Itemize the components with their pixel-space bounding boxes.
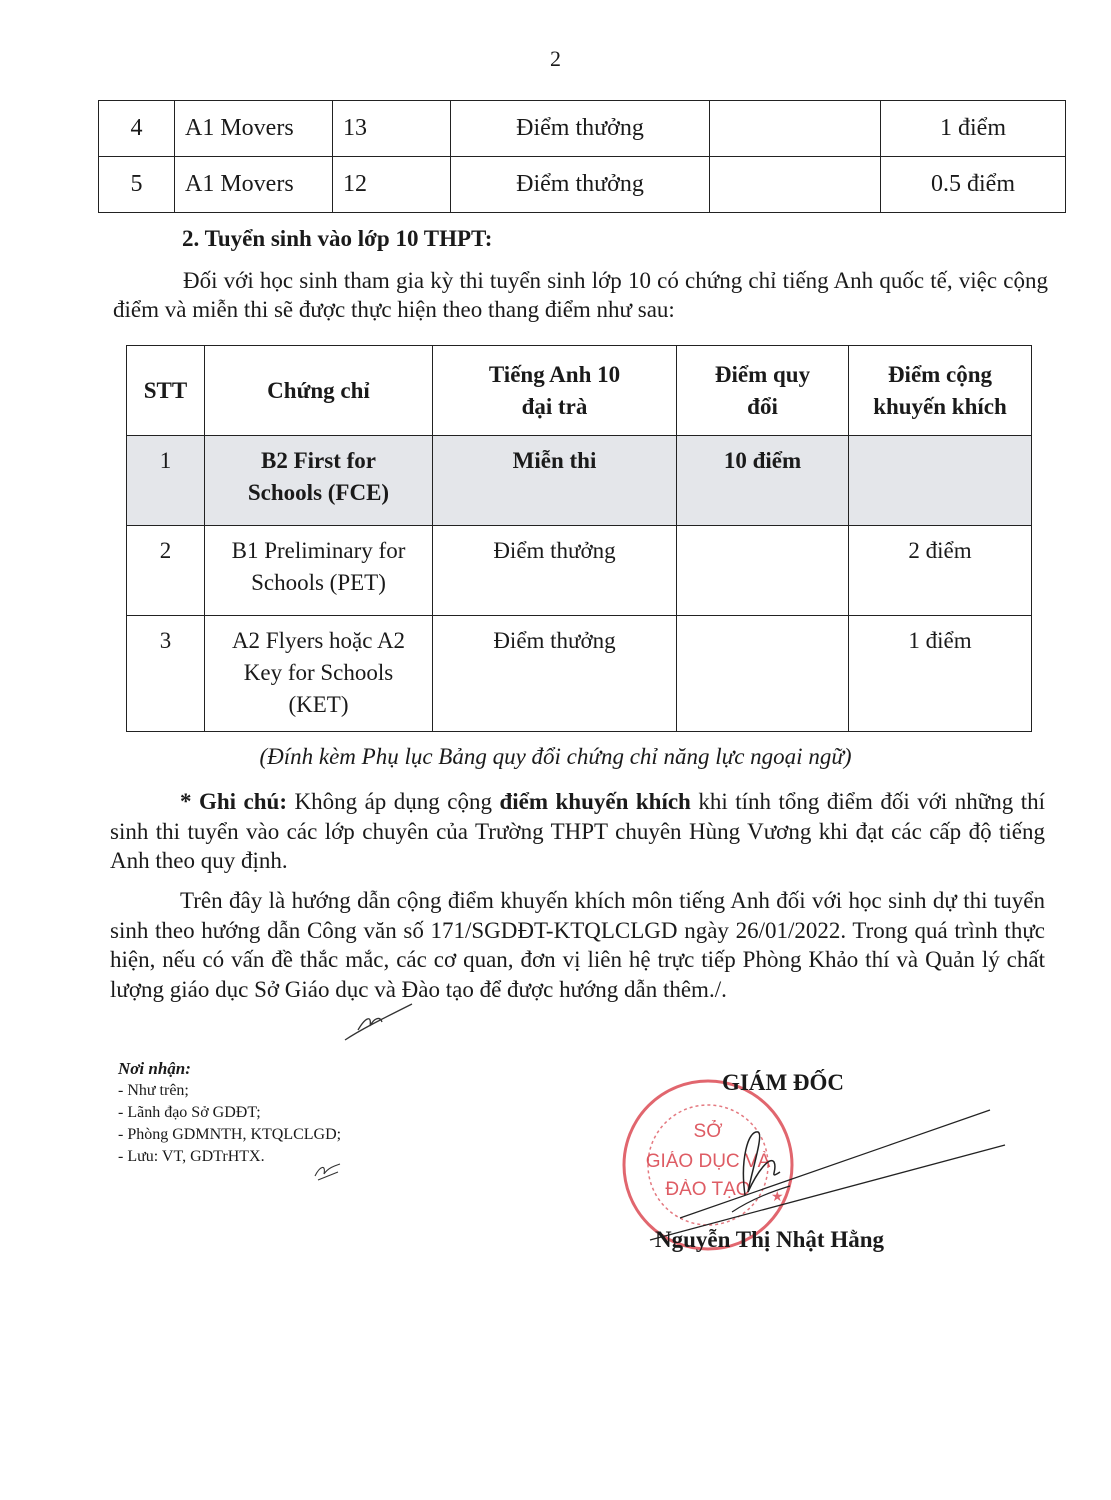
stt-cell: 2 bbox=[127, 526, 205, 616]
bonus-table-continued bbox=[98, 100, 1066, 213]
cert-cell: A1 Movers bbox=[175, 157, 333, 213]
recipients-block bbox=[118, 1058, 341, 1168]
initials-mark bbox=[340, 1000, 420, 1045]
note-text-before: Không áp dụng cộng bbox=[287, 789, 500, 814]
note-emphasis: điểm khuyến khích bbox=[499, 789, 691, 814]
initials-mark bbox=[312, 1160, 344, 1182]
note-text-after: khi tính tổng điểm đối với những thí sinh thi tuyển vào các lớp chuyên của Trường THPT chuyên Hùng Vương khi đạt các cấp độ tiếng Anh theo quy định. bbox=[110, 789, 1045, 873]
converted-cell bbox=[677, 526, 849, 616]
header-english: Tiếng Anh 10 đại trà bbox=[433, 346, 677, 436]
stt-cell: 1 bbox=[127, 436, 205, 526]
table-row bbox=[99, 101, 1066, 157]
recipient-item: - Như trên; bbox=[118, 1082, 189, 1099]
recipient-item: - Lưu: VT, GDTrHTX. bbox=[118, 1148, 265, 1165]
score-cell: 12 bbox=[333, 157, 451, 213]
note-paragraph bbox=[110, 787, 1045, 876]
stt-cell: 4 bbox=[99, 101, 175, 157]
note-label: * Ghi chú: bbox=[180, 789, 287, 814]
score-cell: 13 bbox=[333, 101, 451, 157]
recipient-item: - Lãnh đạo Sở GDĐT; bbox=[118, 1104, 261, 1121]
table-row bbox=[127, 526, 1032, 616]
bonus-cell: 1 điểm bbox=[849, 616, 1032, 732]
recipients-heading: Nơi nhận: bbox=[118, 1059, 191, 1078]
english-cell: Điểm thưởng bbox=[433, 616, 677, 732]
converted-cell: 10 điểm bbox=[677, 436, 849, 526]
cert-cell: B2 First for Schools (FCE) bbox=[205, 436, 433, 526]
header-bonus: Điểm cộng khuyến khích bbox=[849, 346, 1032, 436]
page-number: 2 bbox=[550, 46, 561, 71]
stt-cell: 3 bbox=[127, 616, 205, 732]
closing-paragraph: Trên đây là hướng dẫn cộng điểm khuyến khích môn tiếng Anh đối với học sinh dự thi tuyển sinh theo hướng dẫn Công văn số 171/SGDĐT-KTQLCLGD ngày 26/01/2022. Trong quá trình thực hiện, nếu có vấn đề thắc mắc, các cơ quan, đơn vị liên hệ trực tiếp Phòng Khảo thí và Quản lý chất lượng giáo dục Sở Giáo dục và Đào tạo để được hướng dẫn thêm./. bbox=[110, 888, 1045, 1002]
english-cell: Điểm thưởng bbox=[451, 101, 710, 157]
bonus-cell: 2 điểm bbox=[849, 526, 1032, 616]
seal-line: SỞ bbox=[693, 1121, 723, 1142]
table-row bbox=[127, 616, 1032, 732]
svg-text:★: ★ bbox=[771, 1190, 784, 1205]
recipient-item: - Phòng GDMNTH, KTQLCLGD; bbox=[118, 1126, 342, 1143]
signer-title: GIÁM ĐỐC bbox=[722, 1070, 845, 1095]
attachment-note: (Đính kèm Phụ lục Bảng quy đổi chứng chỉ năng lực ngoại ngữ) bbox=[259, 744, 852, 769]
converted-cell bbox=[677, 616, 849, 732]
header-converted: Điểm quy đổi bbox=[677, 346, 849, 436]
english-cell: Điểm thưởng bbox=[451, 157, 710, 213]
table-row bbox=[99, 157, 1066, 213]
cert-cell: B1 Preliminary for Schools (PET) bbox=[205, 526, 433, 616]
bonus-cell bbox=[849, 436, 1032, 526]
seal-line: ĐÀO TẠO bbox=[665, 1179, 751, 1200]
intro-paragraph: Đối với học sinh tham gia kỳ thi tuyển sinh lớp 10 có chứng chỉ tiếng Anh quốc tế, việc cộng điểm và miễn thi sẽ được thực hiện theo thang điểm như sau: bbox=[113, 268, 1048, 322]
bonus-cell: 1 điểm bbox=[881, 101, 1066, 157]
grade10-bonus-table bbox=[126, 345, 1032, 732]
header-certificate: Chứng chỉ bbox=[205, 346, 433, 436]
section-heading: 2. Tuyển sinh vào lớp 10 THPT: bbox=[182, 226, 493, 251]
cert-cell: A2 Flyers hoặc A2 Key for Schools (KET) bbox=[205, 616, 433, 732]
converted-cell bbox=[710, 157, 881, 213]
seal-line: GIÁO DỤC VÀ bbox=[645, 1151, 771, 1172]
header-stt: STT bbox=[127, 346, 205, 436]
signer-name: Nguyễn Thị Nhật Hằng bbox=[655, 1227, 885, 1252]
cert-cell: A1 Movers bbox=[175, 101, 333, 157]
english-cell: Miễn thi bbox=[433, 436, 677, 526]
stt-cell: 5 bbox=[99, 157, 175, 213]
bonus-cell: 0.5 điểm bbox=[881, 157, 1066, 213]
english-cell: Điểm thưởng bbox=[433, 526, 677, 616]
converted-cell bbox=[710, 101, 881, 157]
table-header-row bbox=[127, 346, 1032, 436]
table-row bbox=[127, 436, 1032, 526]
